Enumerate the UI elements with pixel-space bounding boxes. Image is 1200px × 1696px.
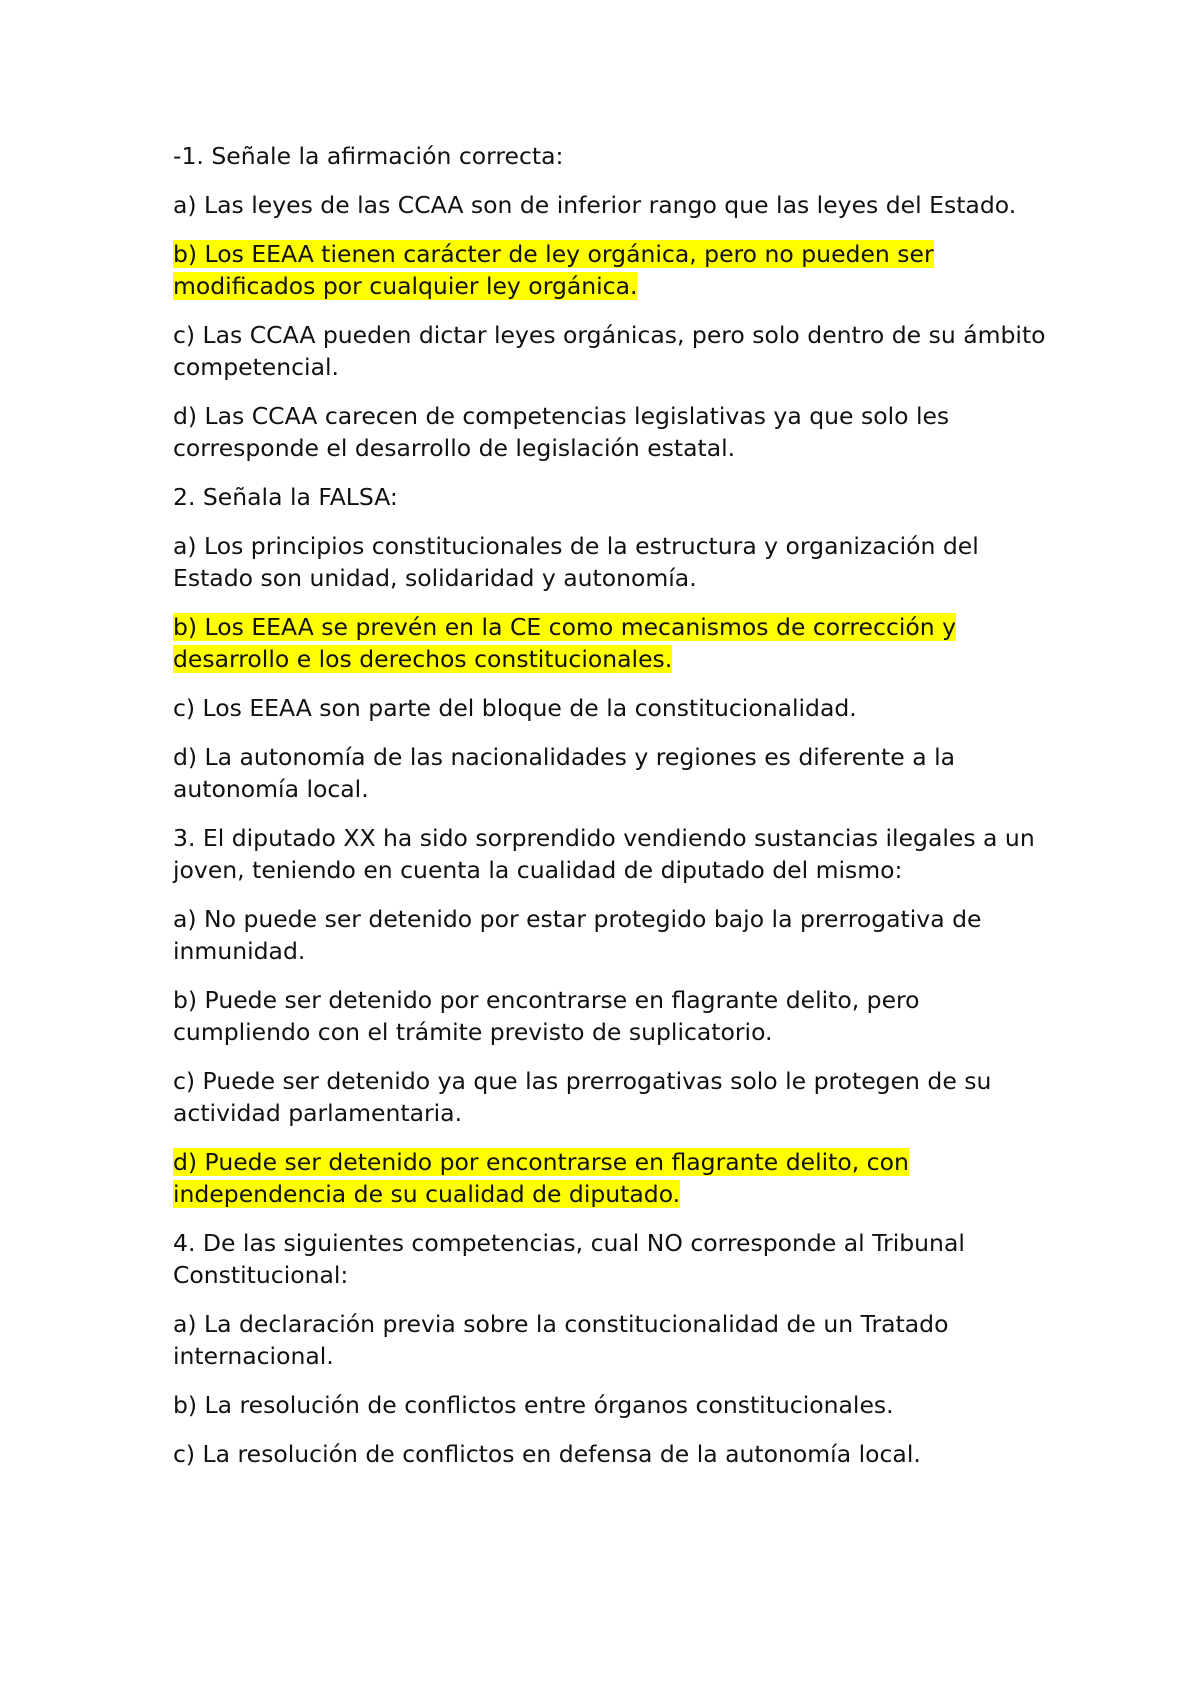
option-c: c) Puede ser detenido ya que las prerrogativas solo le protegen de su actividad parlamentaria. [173, 1067, 992, 1127]
question-3 [173, 822, 1053, 1210]
option-a: a) Las leyes de las CCAA son de inferior rango que las leyes del Estado. [173, 191, 1017, 219]
option-b: b) Puede ser detenido por encontrarse en flagrante delito, pero cumpliendo con el trámite previsto de suplicatorio. [173, 986, 920, 1046]
highlighted-answer: b) Los EEAA se prevén en la CE como mecanismos de corrección y desarrollo e los derechos constitucionales. [173, 613, 957, 673]
option-a: a) La declaración previa sobre la constitucionalidad de un Tratado internacional. [173, 1310, 949, 1370]
option-b [173, 238, 1053, 302]
option-d: d) La autonomía de las nacionalidades y regiones es diferente a la autonomía local. [173, 743, 955, 803]
option-d [173, 1146, 1053, 1210]
option-a: a) Los principios constitucionales de la estructura y organización del Estado son unidad, solidaridad y autonomía. [173, 532, 979, 592]
option-c: c) Las CCAA pueden dictar leyes orgánicas, pero solo dentro de su ámbito competencial. [173, 321, 1046, 381]
question-1 [173, 140, 1053, 464]
document-page [173, 140, 1053, 1487]
option-d: d) Las CCAA carecen de competencias legislativas ya que solo les corresponde el desarrollo de legislación estatal. [173, 402, 950, 462]
question-stem: 4. De las siguientes competencias, cual NO corresponde al Tribunal Constitucional: [173, 1229, 965, 1289]
option-c: c) La resolución de conflictos en defensa de la autonomía local. [173, 1440, 921, 1468]
highlighted-answer: d) Puede ser detenido por encontrarse en flagrante delito, con independencia de su cualidad de diputado. [173, 1148, 909, 1208]
question-stem: 3. El diputado XX ha sido sorprendido vendiendo sustancias ilegales a un joven, teniendo en cuenta la cualidad de diputado del mismo: [173, 824, 1035, 884]
question-stem: -1. Señale la afirmación correcta: [173, 142, 564, 170]
highlighted-answer: b) Los EEAA tienen carácter de ley orgánica, pero no pueden ser modificados por cualquier ley orgánica. [173, 240, 934, 300]
question-4 [173, 1227, 1053, 1470]
question-stem: 2. Señala la FALSA: [173, 483, 398, 511]
option-c: c) Los EEAA son parte del bloque de la constitucionalidad. [173, 694, 857, 722]
option-b: b) La resolución de conflictos entre órganos constitucionales. [173, 1391, 894, 1419]
question-2 [173, 481, 1053, 805]
option-a: a) No puede ser detenido por estar protegido bajo la prerrogativa de inmunidad. [173, 905, 982, 965]
option-b [173, 611, 1053, 675]
